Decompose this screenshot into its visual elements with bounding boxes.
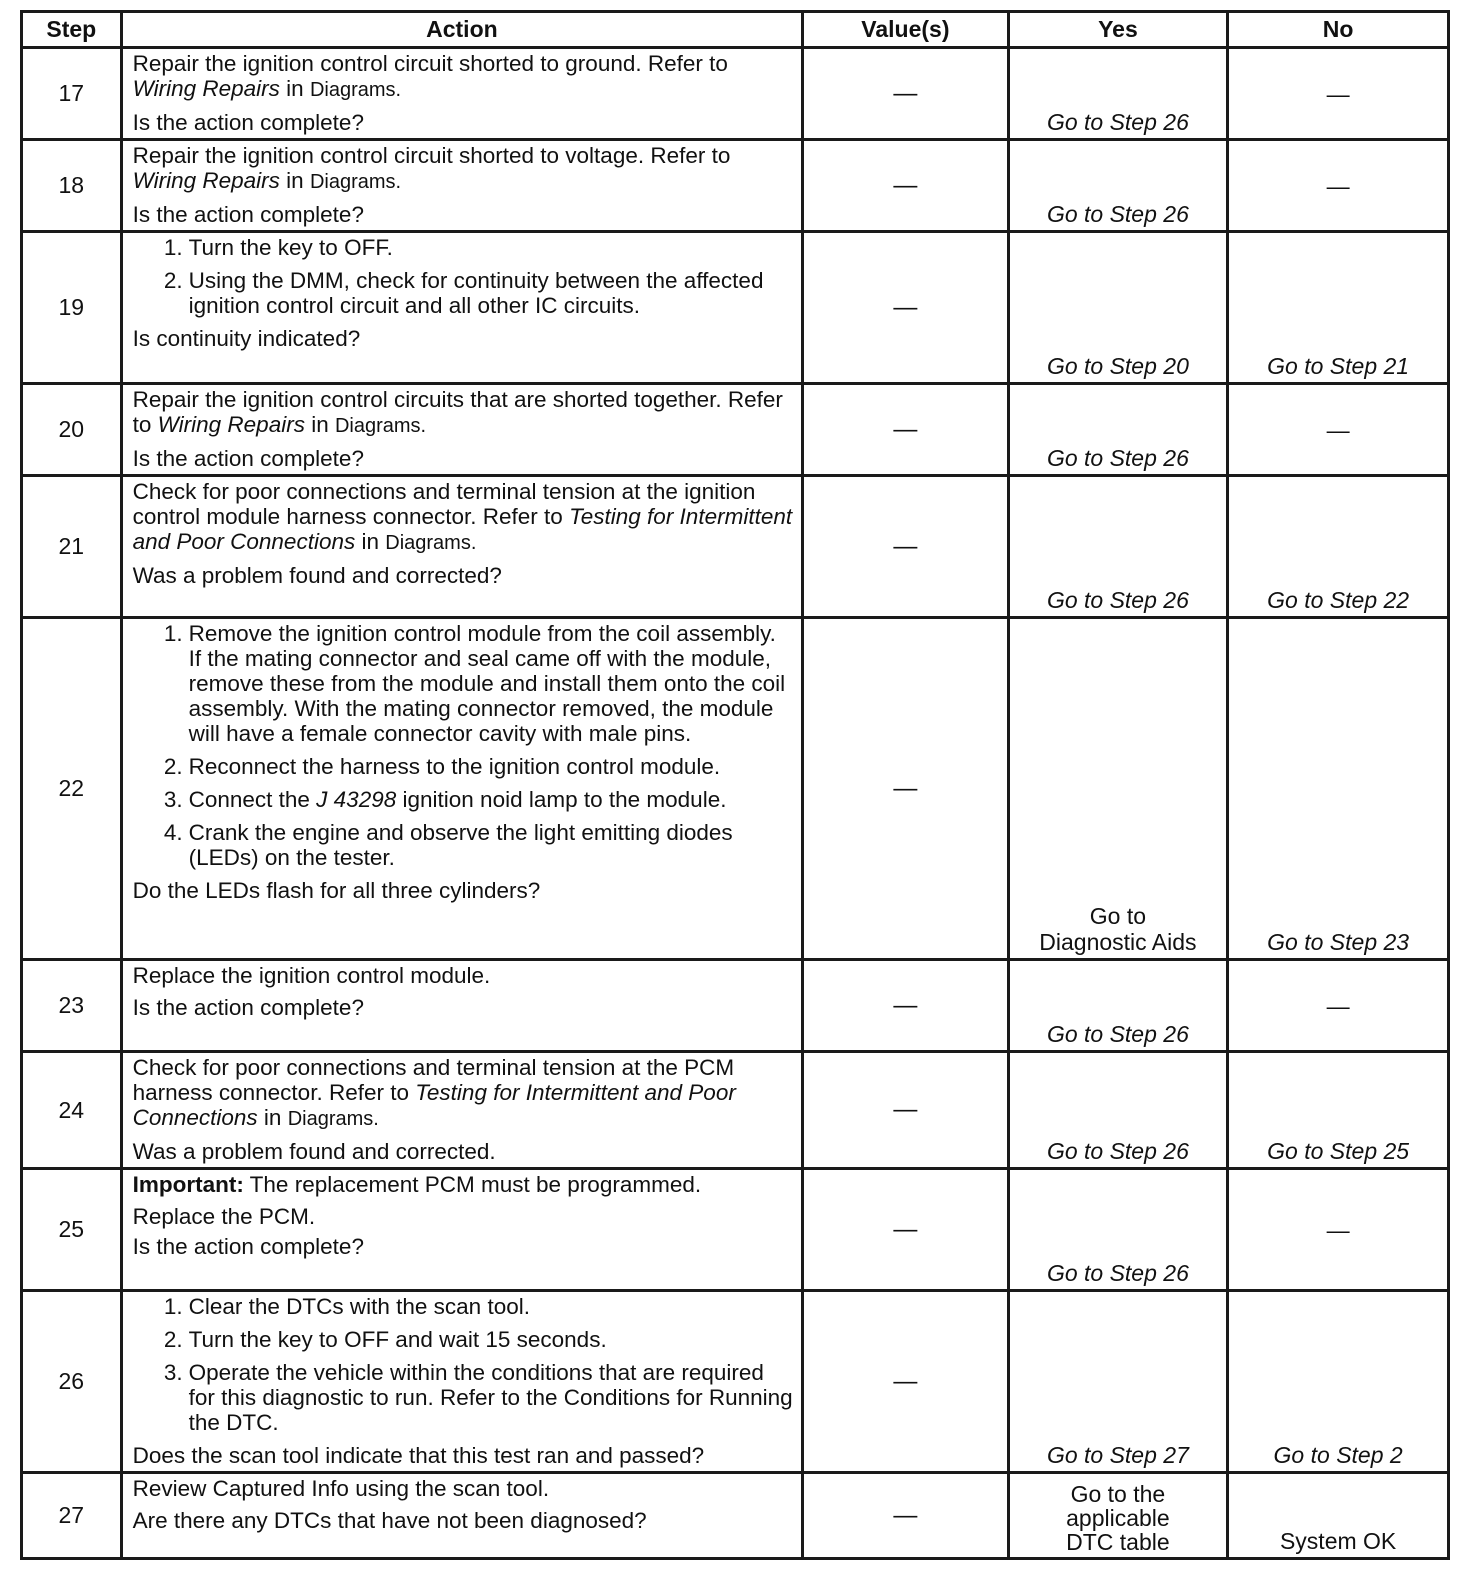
yes-cell (1008, 476, 1228, 618)
step-number: 27 (22, 1473, 122, 1559)
value-cell: — (803, 1291, 1008, 1473)
no-cell (1228, 618, 1449, 960)
no-header: No (1228, 12, 1449, 48)
table-row-step-20 (22, 384, 1449, 476)
yes-outcome: Go to Step 26 (1046, 445, 1189, 471)
yes-outcome: Go to Step 26 (1046, 1260, 1189, 1286)
value-cell: — (803, 48, 1008, 140)
yes-outcome: Go to Step 26 (1046, 1021, 1189, 1047)
wiring-repairs-reference: Wiring Repairs (132, 76, 280, 101)
list-item: 3. Operate the vehicle within the conditions that are required for this diagnostic to run. Refer to the Conditions for Running the DTC. (163, 1360, 793, 1435)
action-question: Was a problem found and corrected. (132, 1139, 496, 1164)
procedure-list (133, 621, 794, 870)
action-question: Is the action complete? (132, 1234, 364, 1259)
step-number: 24 (22, 1052, 122, 1169)
yes-cell (1008, 140, 1228, 232)
no-cell: — (1228, 140, 1449, 232)
table-row-step-27 (22, 1473, 1449, 1559)
intermittent-connections-reference: Testing for Intermittent and Poor Connections (132, 1080, 736, 1130)
yes-cell (1008, 232, 1228, 384)
table-row-step-26 (22, 1291, 1449, 1473)
yes-cell (1008, 1169, 1228, 1291)
action-question: Does the scan tool indicate that this test ran and passed? (132, 1443, 705, 1468)
no-cell (1228, 1052, 1449, 1169)
yes-outcome: Go to Step 26 (1046, 201, 1189, 227)
table-row-step-18 (22, 140, 1449, 232)
action-question: Is the action complete? (132, 995, 364, 1020)
action-text: Check for poor connections and terminal tension at the PCM harness connector. Refer to Testing for Intermittent and Poor Connections in Diagrams. (132, 1055, 736, 1130)
no-outcome: Go to Step 2 (1273, 1442, 1403, 1468)
yes-outcome-line-3: DTC table (1066, 1529, 1170, 1555)
no-cell (1228, 232, 1449, 384)
yes-cell (1008, 1473, 1228, 1559)
list-item: 1. Remove the ignition control module from the coil assembly. If the mating connector and seal came off with the module, remove these from the module and install them onto the coil assembly. With the mating connector removed, the module will have a female connector cavity with male pins. (163, 621, 786, 746)
table-row-step-25 (22, 1169, 1449, 1291)
table-row-step-21 (22, 476, 1449, 618)
value-cell: — (803, 232, 1008, 384)
table-row-step-19 (22, 232, 1449, 384)
table-row-step-23 (22, 960, 1449, 1052)
table-row-step-17 (22, 48, 1449, 140)
action-question: Is continuity indicated? (132, 326, 361, 351)
step-header: Step (22, 12, 122, 48)
list-item: 4. Crank the engine and observe the light emitting diodes (LEDs) on the tester. (163, 820, 733, 870)
action-text: Replace the ignition control module. (132, 963, 491, 988)
tool-number: J 43298 (316, 787, 397, 812)
action-header: Action (121, 12, 803, 48)
action-text: Repair the ignition control circuit shorted to voltage. Refer to Wiring Repairs in Diagrams. (132, 143, 731, 193)
step-number: 21 (22, 476, 122, 618)
yes-outcome-line-2: applicable (1066, 1505, 1170, 1531)
yes-cell (1008, 1291, 1228, 1473)
no-cell: — (1228, 384, 1449, 476)
step-number: 22 (22, 618, 122, 960)
step-number: 26 (22, 1291, 122, 1473)
action-text: Check for poor connections and terminal tension at the ignition control module harness connector. Refer to Testing for Intermittent and Poor Connections in Diagrams. (132, 479, 793, 554)
action-cell (121, 476, 803, 618)
step-number: 18 (22, 140, 122, 232)
important-label: Important: (132, 1172, 244, 1197)
list-item: 3. Connect the J 43298 ignition noid lamp to the module. (163, 787, 727, 812)
step-number: 23 (22, 960, 122, 1052)
values-header: Value(s) (803, 12, 1008, 48)
no-cell (1228, 1473, 1449, 1559)
yes-outcome: Go to Step 27 (1046, 1442, 1189, 1468)
action-question: Is the action complete? (132, 110, 364, 135)
value-cell: — (803, 140, 1008, 232)
no-cell: — (1228, 48, 1449, 140)
action-cell (121, 1052, 803, 1169)
step-number: 20 (22, 384, 122, 476)
no-cell: — (1228, 960, 1449, 1052)
value-cell: — (803, 476, 1008, 618)
no-cell (1228, 476, 1449, 618)
header-row (22, 12, 1449, 48)
action-cell (121, 1473, 803, 1559)
yes-cell (1008, 1052, 1228, 1169)
yes-outcome: Go to Step 26 (1046, 587, 1189, 613)
yes-cell (1008, 618, 1228, 960)
action-cell (121, 960, 803, 1052)
yes-outcome: Go to Step 26 (1046, 109, 1189, 135)
value-cell: — (803, 618, 1008, 960)
action-cell (121, 232, 803, 384)
no-cell (1228, 1291, 1449, 1473)
action-question: Do the LEDs flash for all three cylinders? (132, 878, 541, 903)
list-item: 1. Turn the key to OFF. (163, 235, 393, 260)
list-item: 1. Clear the DTCs with the scan tool. (163, 1294, 530, 1319)
table-row-step-24 (22, 1052, 1449, 1169)
yes-outcome-line-2: Diagnostic Aids (1039, 929, 1197, 955)
intermittent-connections-reference: Testing for Intermittent and Poor Connections (132, 504, 793, 554)
yes-outcome-line-1: Go to the (1070, 1481, 1166, 1507)
list-item: 2. Using the DMM, check for continuity between the affected ignition control circuit and all other IC circuits. (163, 268, 764, 318)
no-outcome: Go to Step 21 (1267, 353, 1410, 379)
action-text: Replace the PCM. (132, 1204, 316, 1229)
step-number: 25 (22, 1169, 122, 1291)
wiring-repairs-reference: Wiring Repairs (157, 412, 305, 437)
value-cell: — (803, 1473, 1008, 1559)
step-number: 19 (22, 232, 122, 384)
yes-cell (1008, 960, 1228, 1052)
yes-cell (1008, 48, 1228, 140)
table-row-step-22 (22, 618, 1449, 960)
action-text: Repair the ignition control circuits that are shorted together. Refer to Wiring Repairs in Diagrams. (132, 387, 783, 437)
yes-header: Yes (1008, 12, 1228, 48)
action-cell (121, 48, 803, 140)
procedure-list (133, 235, 794, 318)
action-question: Was a problem found and corrected? (132, 563, 502, 588)
procedure-list (133, 1294, 794, 1435)
no-outcome: Go to Step 22 (1267, 587, 1410, 613)
yes-outcome: Go to Step 26 (1046, 1138, 1189, 1164)
list-item: 2. Reconnect the harness to the ignition control module. (163, 754, 721, 779)
value-cell: — (803, 960, 1008, 1052)
no-outcome: System OK (1279, 1528, 1397, 1554)
action-cell (121, 384, 803, 476)
action-question: Is the action complete? (132, 202, 364, 227)
yes-cell (1008, 384, 1228, 476)
wiring-repairs-reference: Wiring Repairs (132, 168, 280, 193)
value-cell: — (803, 1169, 1008, 1291)
diagnostic-table (20, 10, 1450, 1560)
no-outcome: Go to Step 23 (1267, 929, 1410, 955)
no-cell: — (1228, 1169, 1449, 1291)
important-note: Important: The replacement PCM must be programmed. (132, 1172, 702, 1197)
action-cell (121, 618, 803, 960)
no-outcome: Go to Step 25 (1267, 1138, 1410, 1164)
action-question: Is the action complete? (132, 446, 364, 471)
action-text: Repair the ignition control circuit shorted to ground. Refer to Wiring Repairs in Diagrams. (132, 51, 728, 101)
action-cell (121, 140, 803, 232)
action-cell (121, 1291, 803, 1473)
value-cell: — (803, 1052, 1008, 1169)
yes-outcome: Go to Step 20 (1046, 353, 1189, 379)
action-question: Are there any DTCs that have not been diagnosed? (132, 1508, 647, 1533)
action-text: Review Captured Info using the scan tool. (132, 1476, 550, 1501)
value-cell: — (803, 384, 1008, 476)
step-number: 17 (22, 48, 122, 140)
action-cell (121, 1169, 803, 1291)
yes-outcome-line-1: Go to (1089, 903, 1147, 929)
list-item: 2. Turn the key to OFF and wait 15 seconds. (163, 1327, 607, 1352)
